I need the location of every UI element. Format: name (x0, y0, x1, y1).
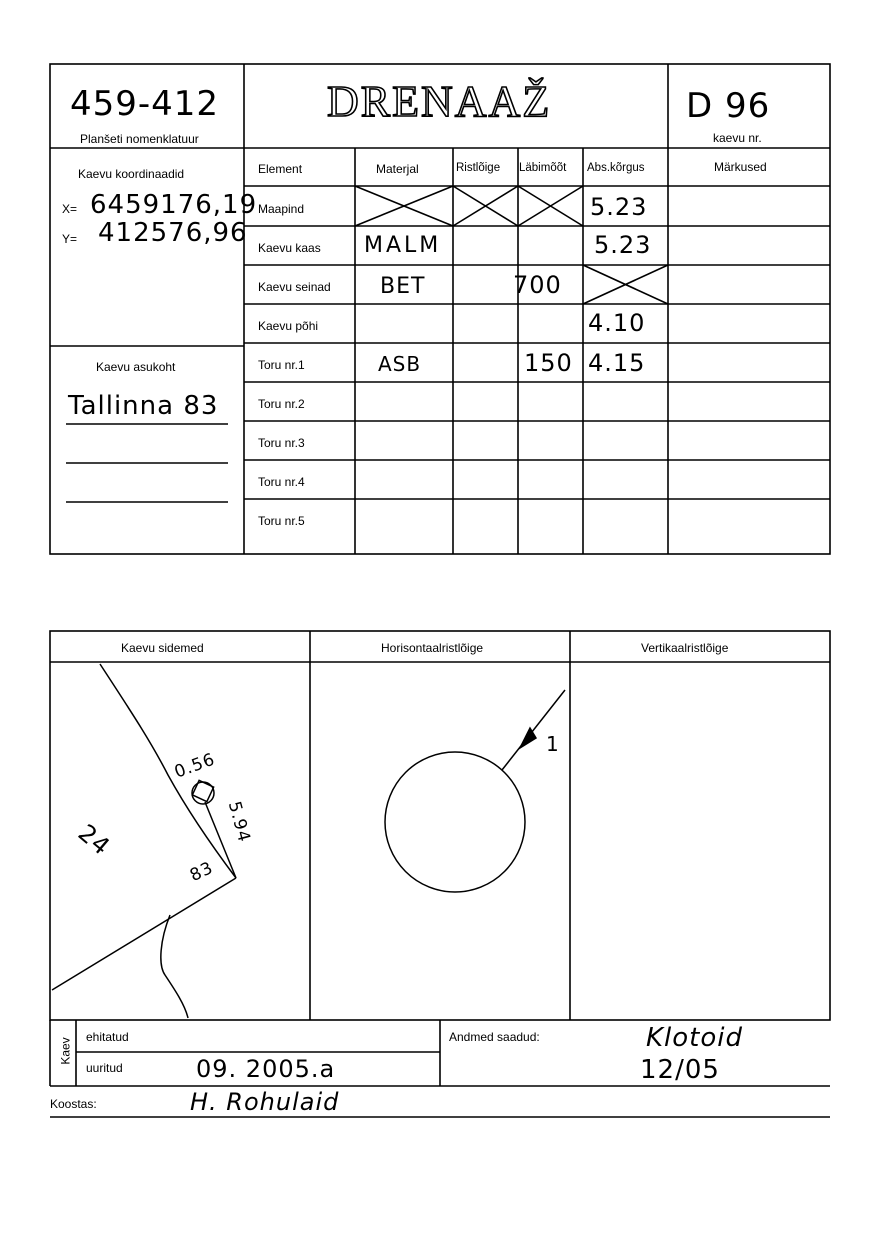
row-label: Toru nr.2 (258, 397, 305, 411)
th-material: Materjal (376, 162, 419, 176)
data-received-date: 12/05 (640, 1055, 720, 1085)
coord-y-prefix: Y= (62, 232, 78, 246)
th-notes: Märkused (714, 160, 767, 174)
cell-abs-height: 5.23 (594, 231, 652, 259)
sketch-header-connections: Kaevu sidemed (121, 641, 204, 655)
cell-material: ASB (378, 352, 422, 376)
compiled-value: H. Rohulaid (190, 1088, 340, 1116)
location-label: Kaevu asukoht (96, 360, 176, 374)
th-diameter: Läbimõõt (519, 162, 567, 174)
plot-number-label: 24 (72, 818, 116, 862)
row-label: Toru nr.1 (258, 358, 305, 372)
row-label: Toru nr.5 (258, 514, 305, 528)
row-label: Kaevu seinad (258, 280, 331, 294)
row-label: Toru nr.4 (258, 475, 305, 489)
sketch-header-horizontal: Horisontaalristlõige (381, 641, 484, 655)
coord-y-value: 412576,96 (98, 218, 248, 248)
page-title: DRENAAŽ (327, 77, 552, 126)
row-label: Toru nr.3 (258, 436, 305, 450)
surveyed-value: 09. 2005.a (196, 1055, 336, 1083)
house-number-label: 83 (186, 857, 217, 887)
th-element: Element (258, 162, 303, 176)
well-number-value: D 96 (686, 86, 771, 126)
location-value: Tallinna 83 (68, 391, 219, 421)
built-label: ehitatud (86, 1030, 129, 1044)
cell-abs-height: 4.10 (588, 309, 646, 337)
sketch-header-vertical: Vertikaalristlõige (641, 641, 729, 655)
cell-material: BET (380, 274, 426, 299)
cell-material: MALM (364, 233, 442, 258)
coords-label: Kaevu koordinaadid (78, 167, 185, 181)
row-label: Kaevu põhi (258, 319, 319, 333)
th-cross-section: Ristlõige (456, 162, 501, 174)
cell-diameter: 700 (513, 271, 562, 299)
row-label: Maapind (258, 202, 305, 216)
coord-x-value: 6459176,19 (90, 190, 258, 220)
surveyed-label: uuritud (86, 1061, 123, 1075)
compiled-label: Koostas: (50, 1097, 97, 1111)
cell-diameter: 150 (524, 349, 573, 377)
row-label: Kaevu kaas (258, 241, 321, 255)
dimension-label: 0.56 (171, 749, 219, 783)
nomenclature-value: 459-412 (70, 84, 220, 124)
cell-abs-height: 5.23 (590, 193, 648, 221)
footer-side-label: Kaev (58, 1037, 73, 1065)
horizontal-section (385, 690, 565, 892)
well-number-label: kaevu nr. (713, 131, 762, 145)
th-abs-height: Abs.kõrgus (587, 162, 645, 174)
cell-abs-height: 4.15 (588, 349, 646, 377)
nomenclature-label: Planšeti nomenklatuur (80, 132, 199, 146)
data-received-value: Klotoid (646, 1023, 744, 1053)
coord-x-prefix: X= (62, 202, 78, 216)
dimension-label: 5.94 (223, 799, 255, 845)
pipe-number-label: 1 (546, 732, 560, 756)
data-received-label: Andmed saadud: (449, 1030, 540, 1044)
